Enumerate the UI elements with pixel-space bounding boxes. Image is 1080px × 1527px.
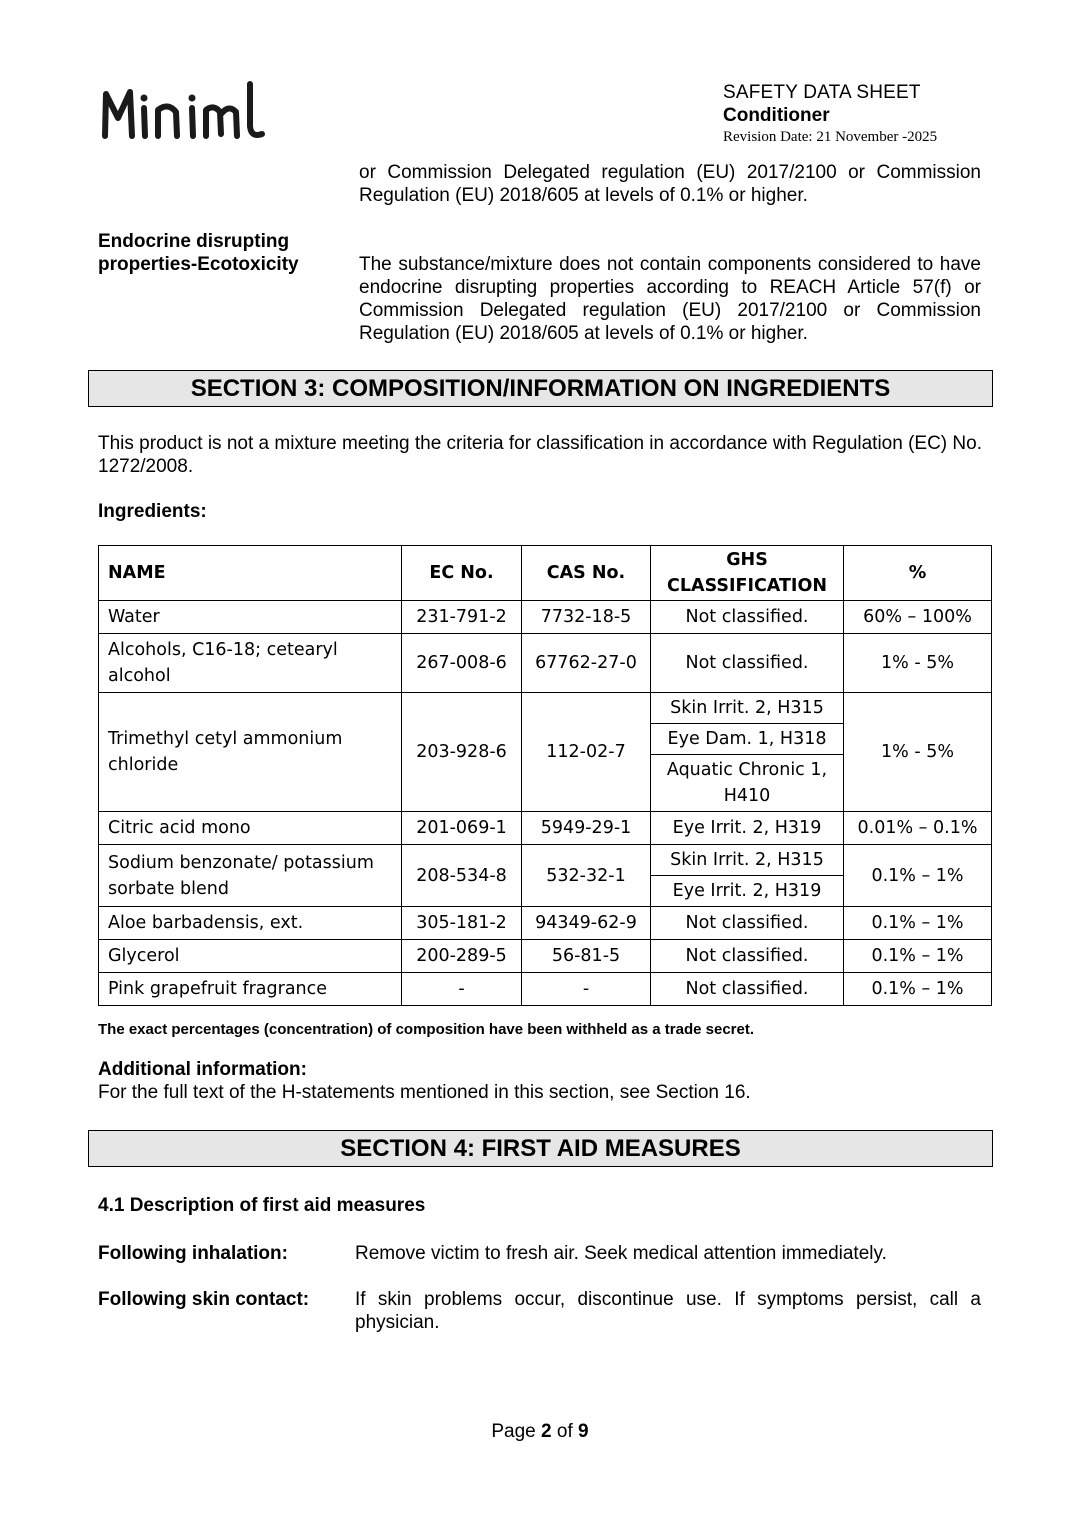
page-footer <box>0 1421 1080 1443</box>
doc-type: SAFETY DATA SHEET <box>723 82 921 103</box>
ec-number: 267-008-6 <box>402 634 522 693</box>
revision-date: Revision Date: 21 November -2025 <box>723 129 938 145</box>
ghs-entry: Eye Irrit. 2, H319 <box>672 881 822 901</box>
trade-secret-note: The exact percentages (concentration) of composition have been withheld as a trade secret. <box>98 1021 755 1038</box>
ec-number: 201-069-1 <box>402 812 522 845</box>
additional-info-label: Additional information: <box>98 1059 307 1080</box>
ingredient-name: Sodium benzonate/ potassium sorbate blend <box>99 845 402 907</box>
endocrine-label-line2: properties-Ecotoxicity <box>98 254 299 275</box>
ghs-classification: Not classified. <box>651 907 844 940</box>
ghs-classification: Not classified. <box>651 601 844 634</box>
table-row <box>99 634 992 693</box>
ingredients-table <box>98 545 992 1006</box>
ghs-classification <box>651 693 844 812</box>
percent-range: 0.1% – 1% <box>844 907 992 940</box>
percent-range: 1% - 5% <box>844 634 992 693</box>
page-word: Page <box>491 1421 536 1442</box>
percent-range: 0.01% – 0.1% <box>844 812 992 845</box>
ghs-classification <box>651 845 844 907</box>
ghs-classification: Eye Irrit. 2, H319 <box>651 812 844 845</box>
cas-number: 532-32-1 <box>522 845 651 907</box>
table-row <box>99 601 992 634</box>
ingredient-name: Pink grapefruit fragrance <box>99 973 402 1006</box>
ec-number: 305-181-2 <box>402 907 522 940</box>
skin-contact-text: If skin problems occur, discontinue use. If symptoms persist, call a physician. <box>355 1289 981 1333</box>
header-ec: EC No. <box>402 546 522 601</box>
header-name: NAME <box>99 546 402 601</box>
ingredient-name: Trimethyl cetyl ammonium chloride <box>99 693 402 812</box>
ghs-classification: Not classified. <box>651 634 844 693</box>
table-row <box>99 973 992 1006</box>
ingredient-name: Citric acid mono <box>99 812 402 845</box>
table-row <box>99 812 992 845</box>
ec-number: 208-534-8 <box>402 845 522 907</box>
endocrine-text: The substance/mixture does not contain components considered to have endocrine disrupting properties according to REACH Article 57(f) or Commission Delegated regulation (EU) 2017/2100 or Commission Regulation (EU) 2018/605 at levels of 0.1% or higher. <box>359 254 981 344</box>
total-pages: 9 <box>578 1421 589 1442</box>
percent-range: 60% – 100% <box>844 601 992 634</box>
cas-number: 5949-29-1 <box>522 812 651 845</box>
ec-number: 203-928-6 <box>402 693 522 812</box>
table-row <box>99 693 992 812</box>
ghs-entry: Aquatic Chronic 1, H410 <box>666 760 828 806</box>
inhalation-label: Following inhalation: <box>98 1243 288 1264</box>
header-percent: % <box>844 546 992 601</box>
cas-number: 112-02-7 <box>522 693 651 812</box>
cas-number: 7732-18-5 <box>522 601 651 634</box>
page-number: 2 <box>541 1421 552 1442</box>
table-row <box>99 907 992 940</box>
header-cas: CAS No. <box>522 546 651 601</box>
table-header-row <box>99 546 992 601</box>
ingredient-name: Glycerol <box>99 940 402 973</box>
table-row <box>99 940 992 973</box>
percent-range: 1% - 5% <box>844 693 992 812</box>
header-ghs-line1: GHS <box>726 550 768 570</box>
header-ghs-line2: CLASSIFICATION <box>667 576 827 596</box>
continued-paragraph: or Commission Delegated regulation (EU) 2017/2100 or Commission Regulation (EU) 2018/605 at levels of 0.1% or higher. <box>359 162 981 206</box>
endocrine-label <box>98 230 299 276</box>
endocrine-label-line1: Endocrine disrupting <box>98 231 290 252</box>
ingredients-body <box>99 601 992 1006</box>
ingredient-name: Water <box>99 601 402 634</box>
ghs-entry: Eye Dam. 1, H318 <box>651 724 843 755</box>
miniml-logo <box>100 78 270 148</box>
ingredient-name: Alcohols, C16-18; cetearyl alcohol <box>99 634 402 693</box>
cas-number: 56-81-5 <box>522 940 651 973</box>
section4-heading: SECTION 4: FIRST AID MEASURES <box>88 1130 993 1167</box>
ghs-classification: Not classified. <box>651 940 844 973</box>
logo-lettering <box>100 78 270 148</box>
ghs-entry: Skin Irrit. 2, H315 <box>651 693 843 724</box>
first-aid-subheading: 4.1 Description of first aid measures <box>98 1195 426 1216</box>
additional-info-text: For the full text of the H-statements mentioned in this section, see Section 16. <box>98 1082 751 1103</box>
product-name: Conditioner <box>723 105 830 126</box>
ingredients-label: Ingredients: <box>98 501 207 522</box>
cas-number: 67762-27-0 <box>522 634 651 693</box>
of-word: of <box>556 1421 573 1442</box>
section3-intro: This product is not a mixture meeting the criteria for classification in accordance with Regulation (EC) No. 1272/2008. <box>98 433 982 477</box>
section3-heading: SECTION 3: COMPOSITION/INFORMATION ON INGREDIENTS <box>88 370 993 407</box>
table-row <box>99 845 992 907</box>
cas-number: 94349-62-9 <box>522 907 651 940</box>
ghs-classification: Not classified. <box>651 973 844 1006</box>
ec-number: 200-289-5 <box>402 940 522 973</box>
percent-range: 0.1% – 1% <box>844 940 992 973</box>
percent-range: 0.1% – 1% <box>844 845 992 907</box>
percent-range: 0.1% – 1% <box>844 973 992 1006</box>
ec-number: 231-791-2 <box>402 601 522 634</box>
skin-contact-label: Following skin contact: <box>98 1289 310 1310</box>
ingredient-name: Aloe barbadensis, ext. <box>99 907 402 940</box>
inhalation-text: Remove victim to fresh air. Seek medical attention immediately. <box>355 1243 887 1264</box>
ghs-entry: Skin Irrit. 2, H315 <box>651 845 843 876</box>
ec-number: - <box>402 973 522 1006</box>
cas-number: - <box>522 973 651 1006</box>
header-ghs <box>651 546 844 601</box>
